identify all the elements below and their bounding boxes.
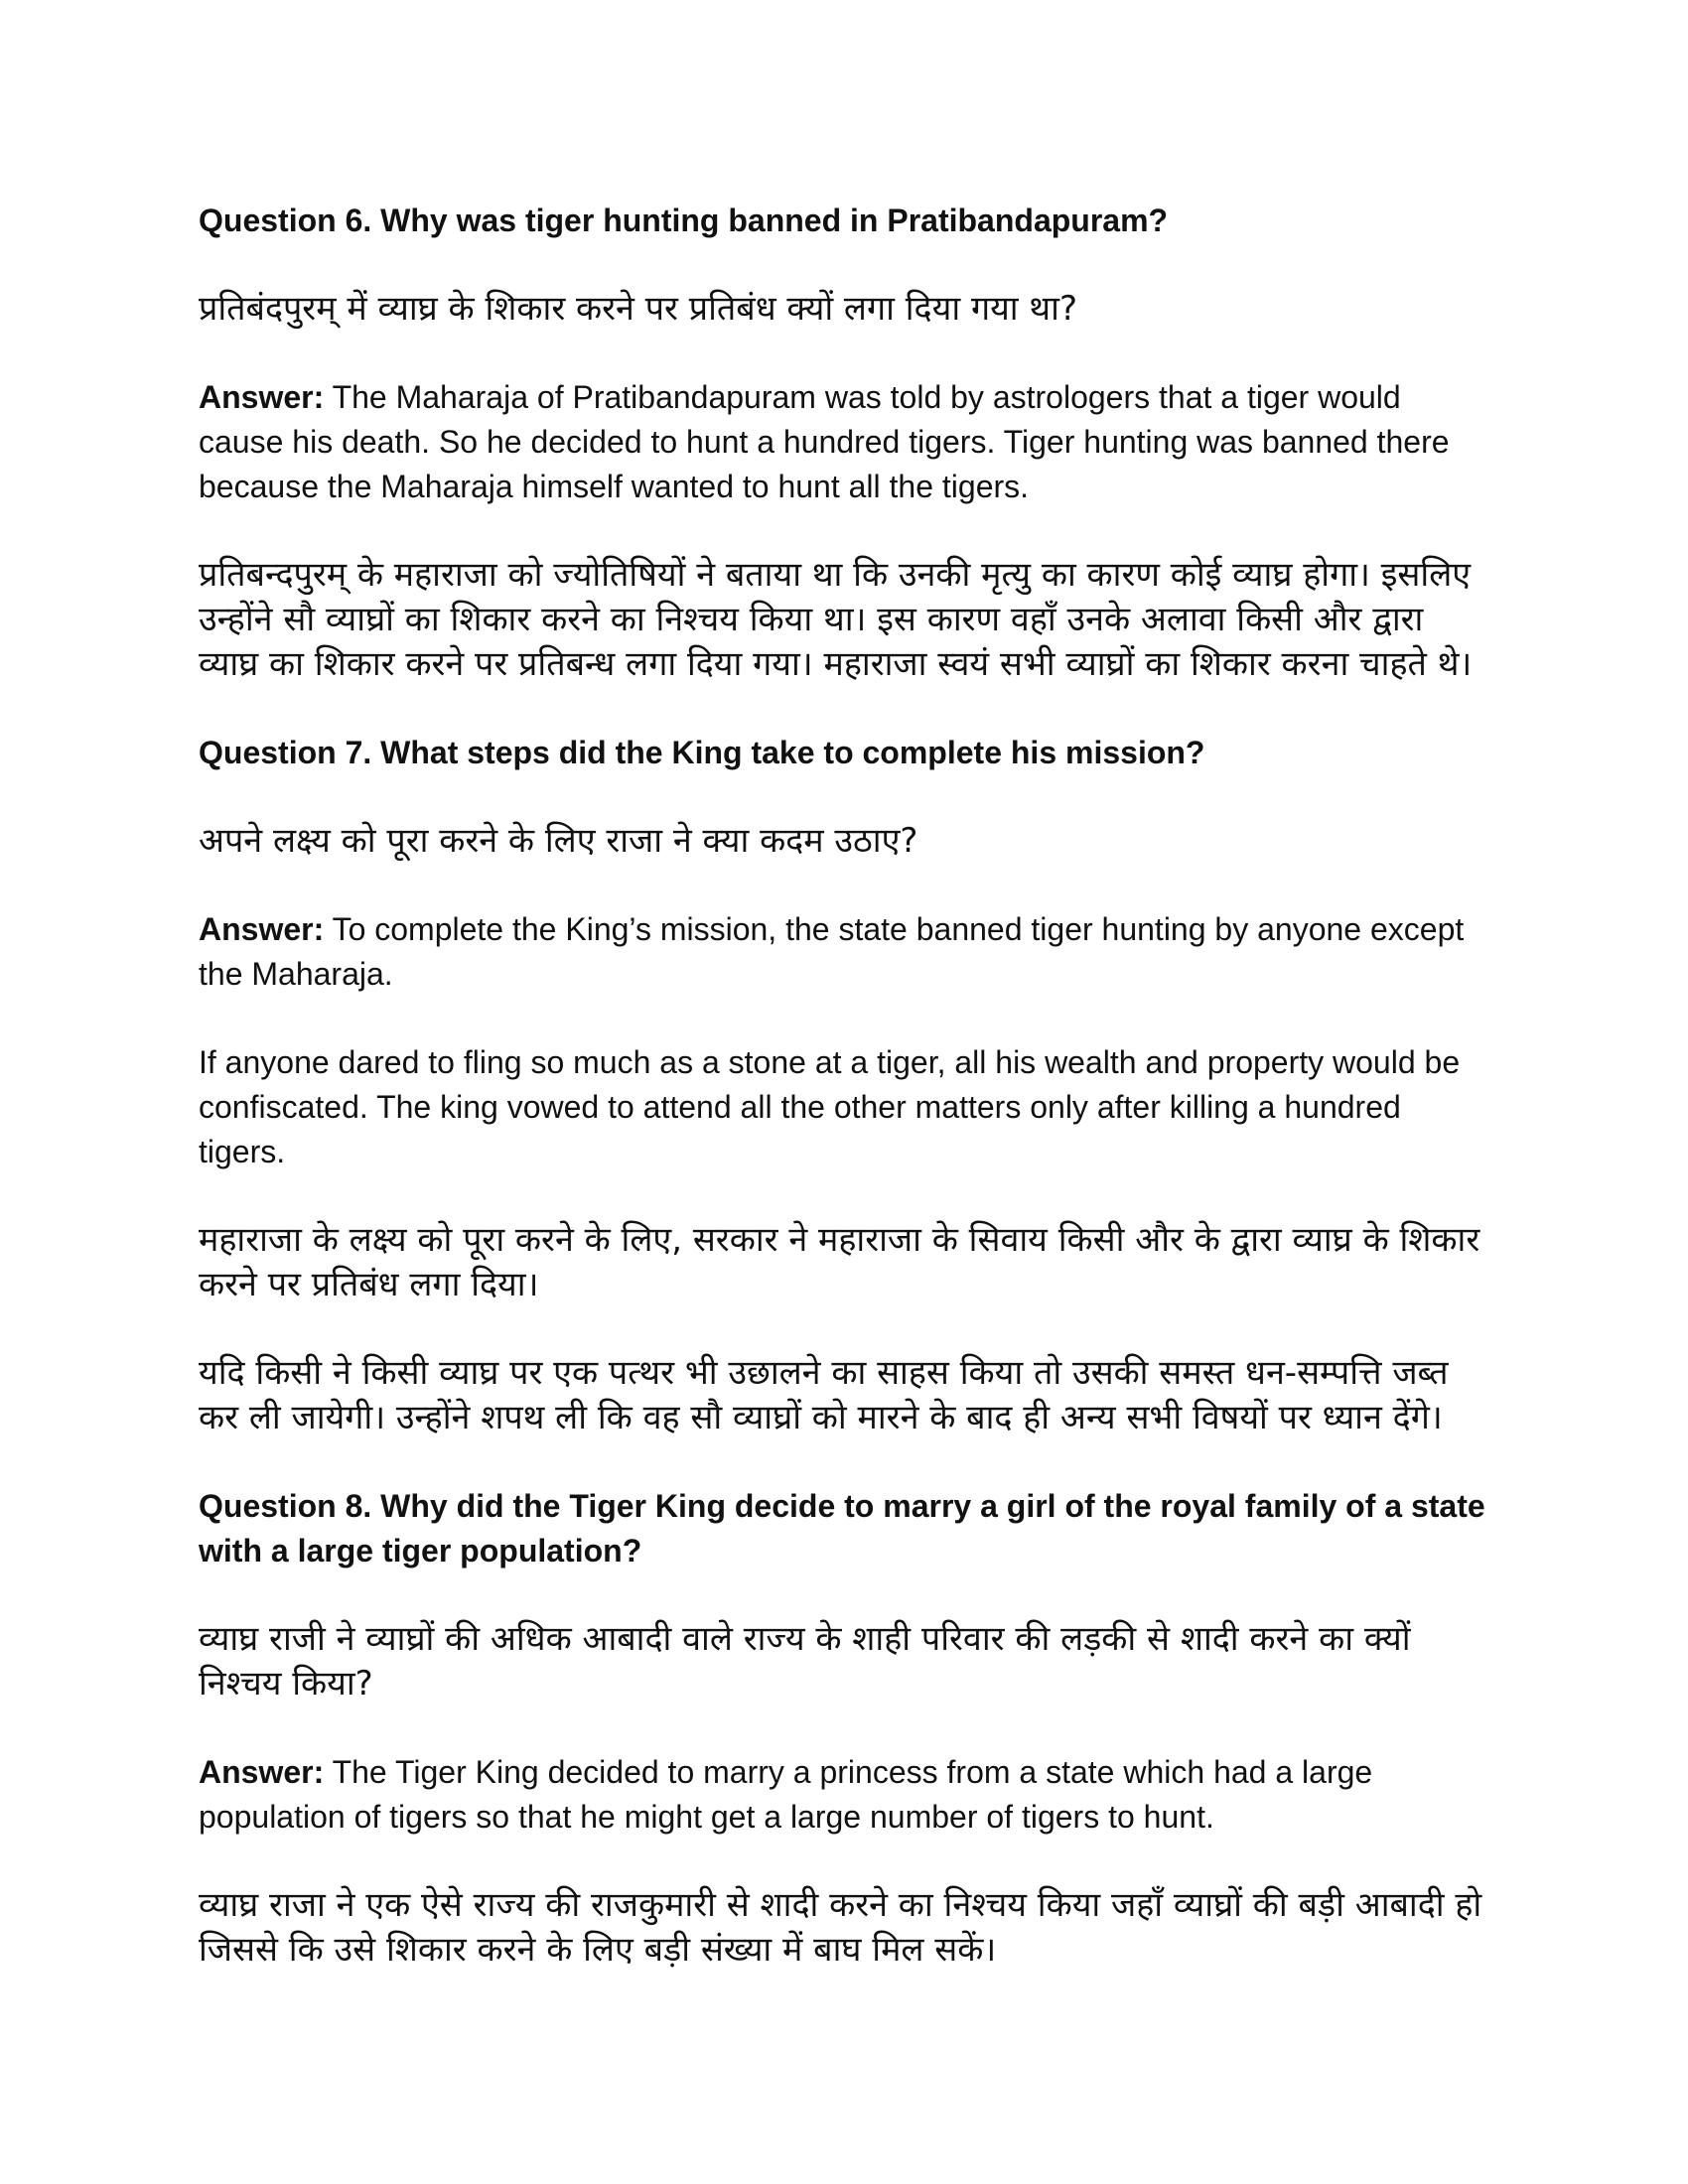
question-8-hindi: व्याघ्र राजी ने व्याघ्रों की अधिक आबादी वाले राज्य के शाही परिवार की लड़की से शादी करने का क्यों निश्चय किया? <box>199 1619 1411 1704</box>
answer-label: Answer: <box>199 1754 325 1790</box>
answer-6-hindi: प्रतिबन्दपुरम् के महाराजा को ज्योतिषियों ने बताया था कि उनकी मृत्यु का कारण कोई व्याघ्र होगा। इसलिए उन्होंने सौ व्याघ्रों का शिकार करने का निश्चय किया था। इस कारण वहाँ उनके अलावा किसी और द्वारा व्याघ्र का शिकार करने पर प्रतिबन्ध लगा दिया गया। महाराजा स्वयं सभी व्याघ्रों का शिकार करना चाहते थे। <box>199 555 1473 684</box>
answer-6-text: The Maharaja of Pratibandapuram was told by astrologers that a tiger would cause his death. So he decided to hunt a hundred tigers. Tiger hunting was banned there because the Maharaja himself wanted to hunt all the tigers. <box>199 379 1450 504</box>
answer-7-text: To complete the King’s mission, the state banned tiger hunting by anyone except the Maharaja. <box>199 911 1465 992</box>
answer-7-hindi: महाराजा के लक्ष्य को पूरा करने के लिए, सरकार ने महाराजा के सिवाय किसी और के द्वारा व्याघ्र के शिकार करने पर प्रतिबंध लगा दिया। <box>199 1220 1480 1304</box>
question-6-heading: Question 6. Why was tiger hunting banned in Pratibandapuram? <box>199 203 1169 238</box>
answer-6 <box>199 375 1489 509</box>
answer-8-hindi: व्याघ्र राजा ने एक ऐसे राज्य की राजकुमारी से शादी करने का निश्चय किया जहाँ व्याघ्रों की बड़ी आबादी हो जिससे कि उसे शिकार करने के लिए बड़ी संख्या में बाघ मिल सकें। <box>199 1885 1482 1970</box>
answer-label: Answer: <box>199 911 325 947</box>
answer-7-paragraph-2: If anyone dared to fling so much as a stone at a tiger, all his wealth and property would be confiscated. The king vowed to attend all the other matters only after killing a hundred tigers. <box>199 1044 1461 1169</box>
answer-7 <box>199 907 1489 997</box>
answer-7-hindi-paragraph-2: यदि किसी ने किसी व्याघ्र पर एक पत्थर भी उछालने का साहस किया तो उसकी समस्त धन-सम्पत्ति जब्त कर ली जायेगी। उन्होंने शपथ ली कि वह सौ व्याघ्रों को मारने के बाद ही अन्य सभी विषयों पर ध्यान देंगे। <box>199 1353 1449 1437</box>
question-7-hindi: अपने लक्ष्य को पूरा करने के लिए राजा ने क्या कदम उठाए? <box>199 821 918 861</box>
answer-label: Answer: <box>199 379 325 415</box>
answer-8 <box>199 1750 1489 1840</box>
question-6-hindi: प्रतिबंदपुरम् में व्याघ्र के शिकार करने पर प्रतिबंध क्यों लगा दिया गया था? <box>199 289 1077 329</box>
answer-8-text: The Tiger King decided to marry a princess from a state which had a large population of tigers so that he might get a large number of tigers to hunt. <box>199 1754 1373 1835</box>
question-7-heading: Question 7. What steps did the King take to complete his mission? <box>199 735 1205 770</box>
question-8-heading: Question 8. Why did the Tiger King decide to marry a girl of the royal family of a state with a large tiger population? <box>199 1488 1485 1569</box>
document-page <box>199 199 1489 1973</box>
